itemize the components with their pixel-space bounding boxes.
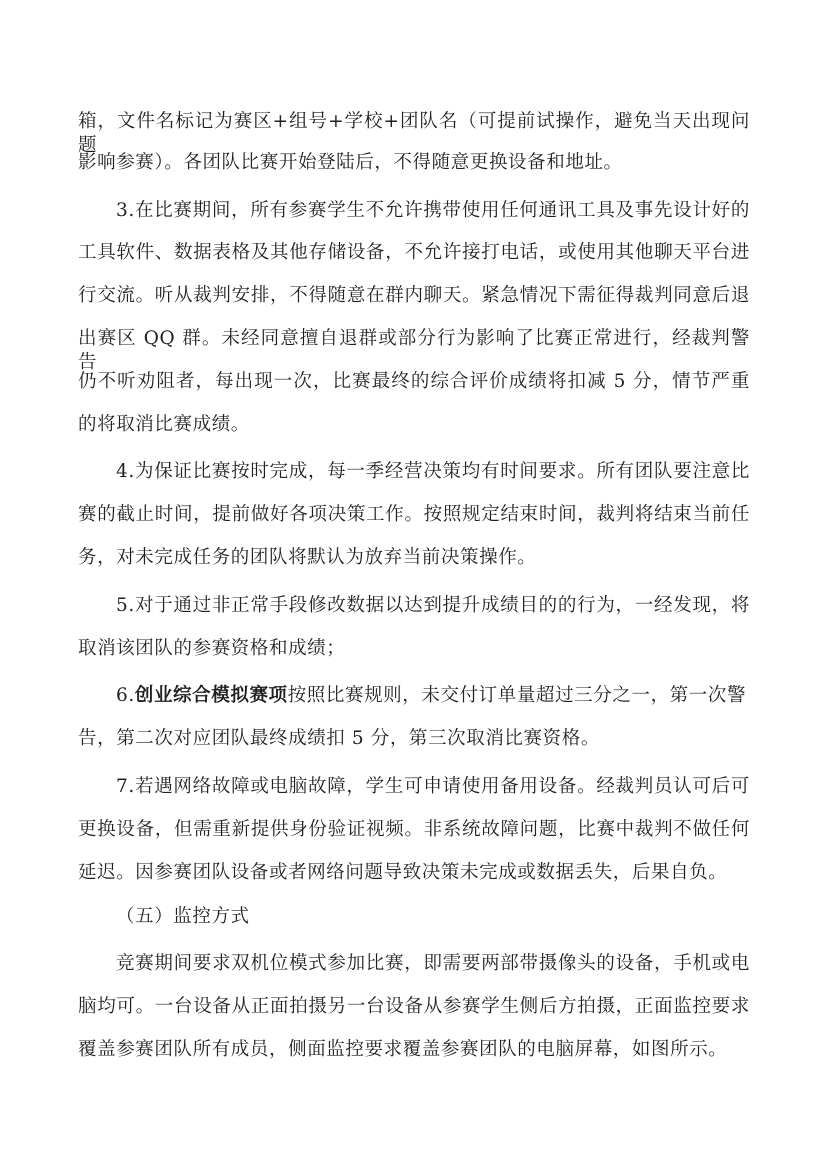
paragraph-line: 工具软件、数据表格及其他存储设备，不允许接打电话，或使用其他聊天平台进 xyxy=(78,242,750,263)
paragraph-line: 的将取消比赛成绩。 xyxy=(78,414,250,435)
paragraph-line xyxy=(116,684,750,708)
event-name-bold: 创业综合模拟赛项 xyxy=(134,685,288,706)
paragraph-line: 覆盖参赛团队所有成员，侧面监控要求覆盖参赛团队的电脑屏幕，如图所示。 xyxy=(78,1039,728,1060)
paragraph-line: 4.为保证比赛按时完成，每一季经营决策均有时间要求。所有团队要注意比 xyxy=(116,461,750,482)
paragraph-line: 取消该团队的参赛资格和成绩； xyxy=(78,638,346,659)
paragraph-line: 延迟。因参赛团队设备或者网络问题导致决策未完成或数据丢失，后果自负。 xyxy=(78,862,728,883)
paragraph-line: 影响参赛）。各团队比赛开始登陆后，不得随意更换设备和地址。 xyxy=(78,152,623,173)
paragraph-line: 务，对未完成任务的团队将默认为放弃当前决策操作。 xyxy=(78,547,537,568)
paragraph-line: 5.对于通过非正常手段修改数据以达到提升成绩目的的行为，一经发现，将 xyxy=(116,595,750,616)
paragraph-line: 7.若遇网络故障或电脑故障，学生可申请使用备用设备。经裁判员认可后可 xyxy=(116,776,750,797)
paragraph-line: 赛的截止时间，提前做好各项决策工作。按照规定结束时间，裁判将结束当前任 xyxy=(78,504,750,525)
section-heading: （五）监控方式 xyxy=(116,906,250,927)
paragraph-line: 告，第二次对应团队最终成绩扣 5 分，第三次取消比赛资格。 xyxy=(78,728,600,749)
paragraph-line: 更换设备，但需重新提供身份验证视频。非系统故障问题，比赛中裁判不做任何 xyxy=(78,819,750,840)
paragraph-line: 竞赛期间要求双机位模式参加比赛，即需要两部带摄像头的设备，手机或电 xyxy=(116,953,750,974)
paragraph-line: 箱，文件名标记为赛区+组号+学校+团队名（可提前试操作，避免当天出现问题 xyxy=(78,111,750,156)
paragraph-line: 脑均可。一台设备从正面拍摄另一台设备从参赛学生侧后方拍摄，正面监控要求 xyxy=(78,996,750,1017)
paragraph-line: 仍不听劝阻者，每出现一次，比赛最终的综合评价成绩将扣减 5 分，情节严重 xyxy=(78,371,750,392)
paragraph-line: 出赛区 QQ 群。未经同意擅自退群或部分行为影响了比赛正常进行，经裁判警告 xyxy=(78,328,750,373)
item-number: 6. xyxy=(116,685,135,706)
paragraph-line: 3.在比赛期间，所有参赛学生不允许携带使用任何通讯工具及事先设计好的 xyxy=(116,200,750,221)
paragraph-line: 行交流。听从裁判安排，不得随意在群内聊天。紧急情况下需征得裁判同意后退 xyxy=(78,285,750,306)
paragraph-text: 按照比赛规则，未交付订单量超过三分之一，第一次警 xyxy=(287,685,747,706)
